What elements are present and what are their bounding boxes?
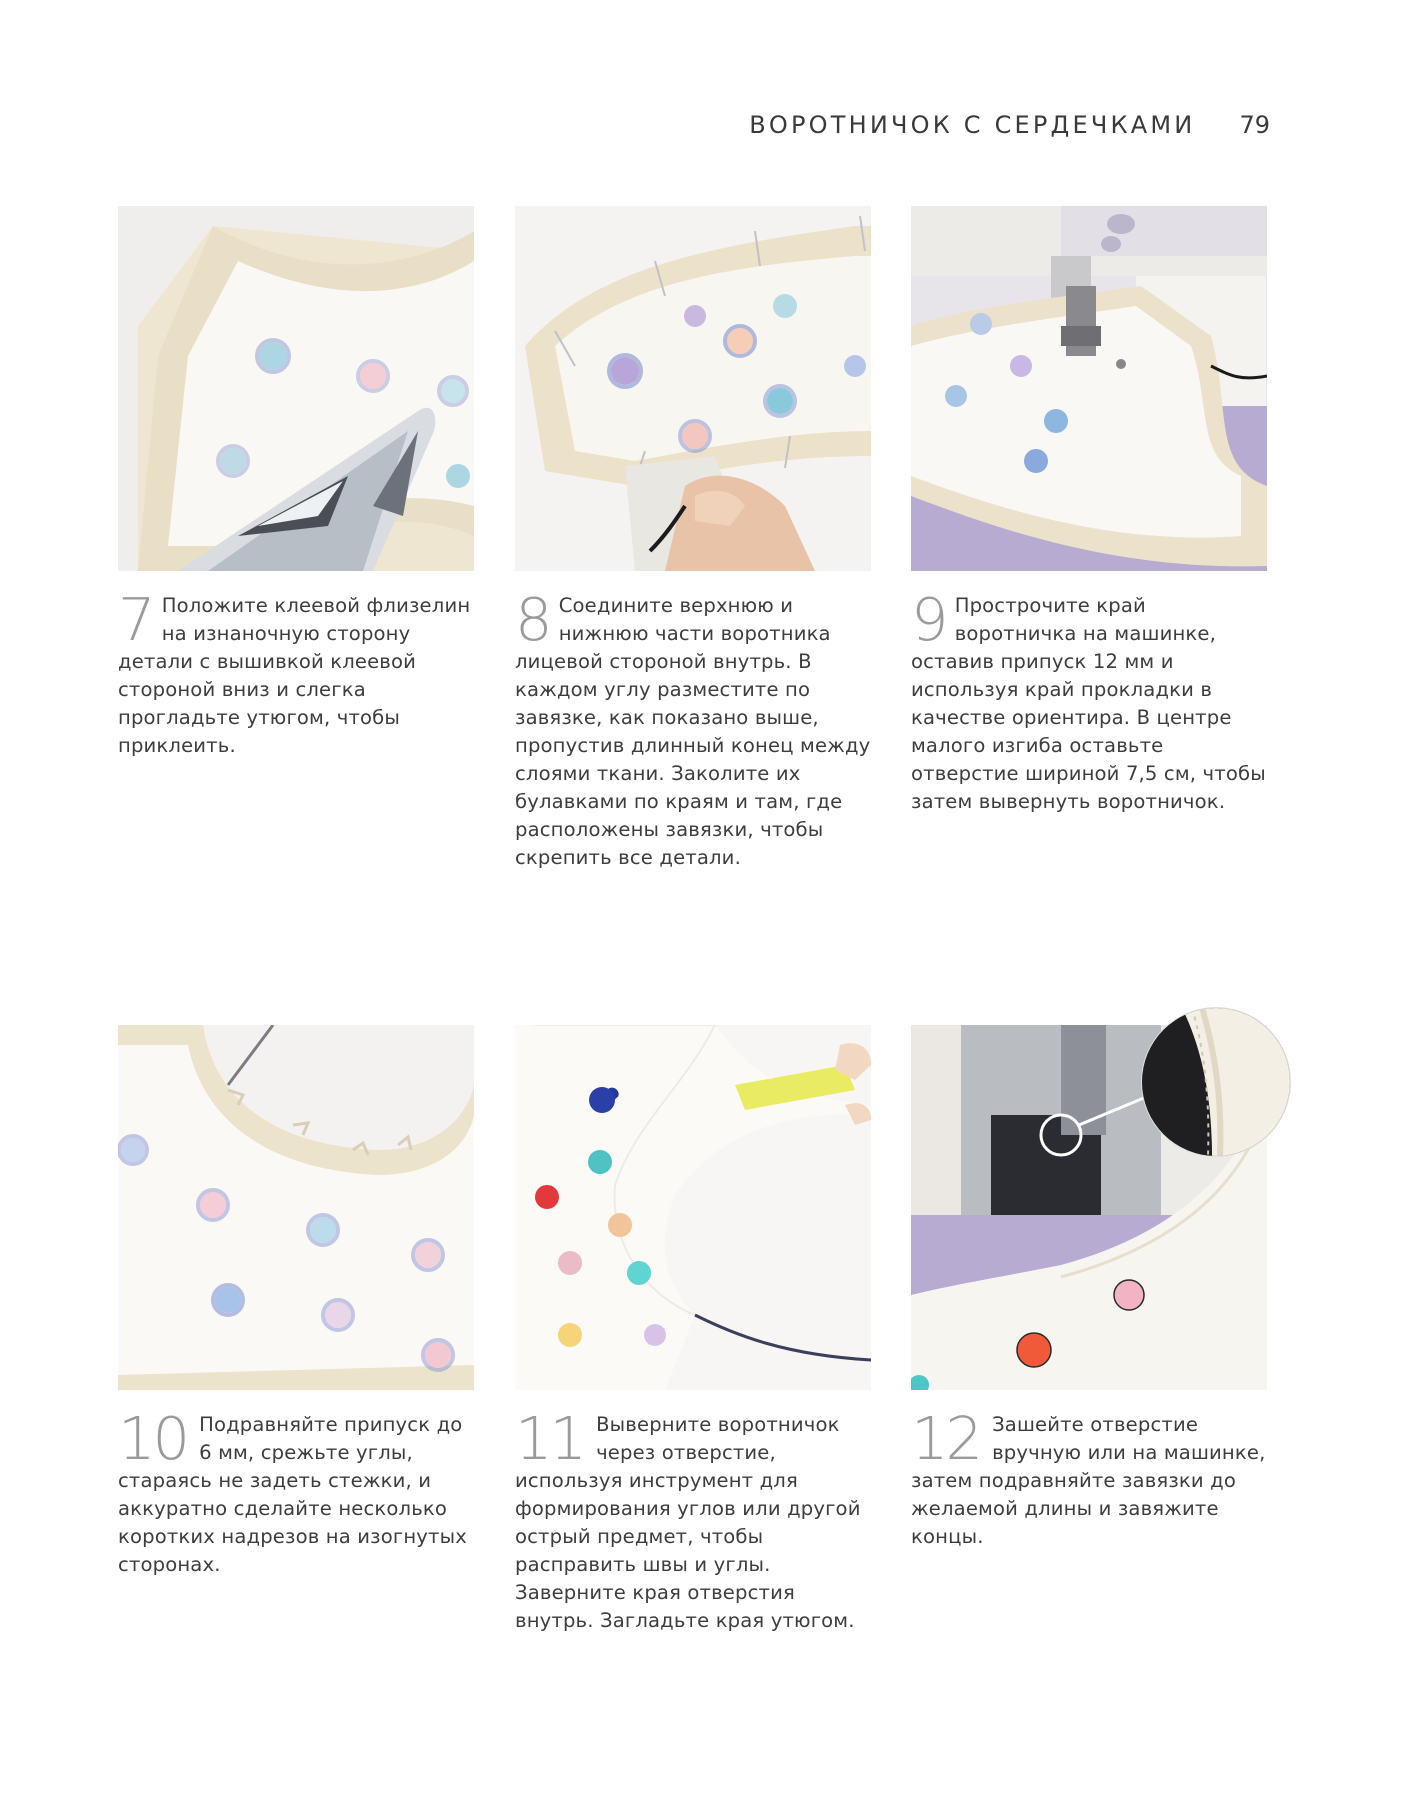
step-8 [515,206,871,872]
step-9-caption [911,585,1267,816]
page-number: 79 [1239,111,1270,139]
step-12-caption [911,1404,1267,1551]
step-number: 8 [515,585,553,654]
trimmed-seam-photo [118,1025,474,1390]
step-7 [118,206,474,760]
step-number: 12 [911,1404,981,1473]
sewing-machine-photo [911,206,1267,571]
step-8-caption [515,585,871,872]
step-number: 7 [118,585,156,654]
step-text: Соедините верхнюю и нижнюю части воротника лицевой стороной внутрь. В каждом углу разместите по завязке, как показано выше, пропустив длинный конец между слоями ткани. Заколите их булавками по краям и там, где расположены завязки, чтобы скрепить все детали. [515,594,871,869]
step-text: Прострочите край воротничка на машинке, оставив припуск 12 мм и используя край прокладки в качестве ориентира. В центре малого изгиба оставьте отверстие шириной 7,5 см, чтобы затем вывернуть воротничок. [911,594,1266,813]
running-header [749,111,1270,139]
step-text: Положите клеевой флизелин на изнаночную сторону детали с вышивкой клеевой стороной вниз и слегка прогладьте утюгом, чтобы приклеить. [118,594,471,757]
magnifier-detail-photo [1142,1008,1290,1156]
step-text: Зашейте отверстие вручную или на машинке, затем подравняйте завязки до желаемой длины и завяжите концы. [911,1413,1266,1548]
step-number: 10 [118,1404,188,1473]
step-text: Подравняйте припуск до 6 мм, срежьте углы, стараясь не задеть стежки, и аккуратно сделайте несколько коротких надрезов на изогнутых сторонах. [118,1413,467,1576]
chapter-title: ВОРОТНИЧОК С СЕРДЕЧКАМИ [749,111,1196,139]
step-number: 9 [911,585,949,654]
step-number: 11 [515,1404,585,1473]
pinned-collar-photo [515,206,871,571]
step-10-caption [118,1404,474,1579]
step-11-caption [515,1404,871,1635]
iron-fusing-photo [118,206,474,571]
step-9 [911,206,1267,816]
step-10 [118,1025,474,1579]
step-7-caption [118,585,474,760]
step-11 [515,1025,871,1635]
turned-collar-photo [515,1025,871,1390]
step-text: Выверните воротничок через отверстие, используя инструмент для формирования углов или другой острый предмет, чтобы расправить швы и углы. Заверните края отверстия внутрь. Загладьте края утюгом. [515,1413,861,1632]
